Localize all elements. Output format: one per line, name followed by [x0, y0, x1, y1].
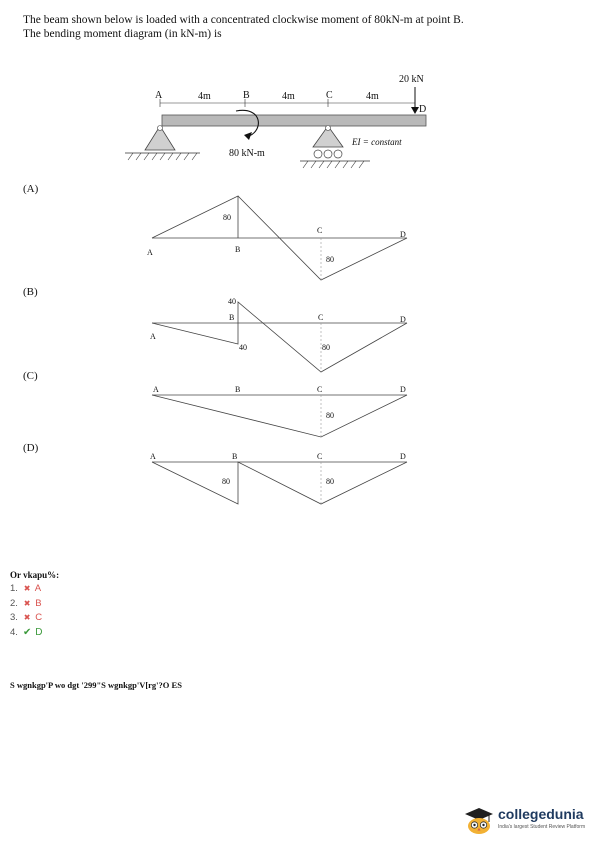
option-number: 2. [10, 597, 18, 609]
graduation-owl-icon [463, 806, 495, 836]
beam-span-ab: 4m [198, 91, 211, 102]
ei-label: EI = constant [352, 137, 402, 147]
point-c: C [318, 313, 324, 322]
garbled-footer-note: S wgnkgp'P wo dgt '299"S wgnkgp'V[rg'?O ES [10, 680, 182, 690]
point-b: B [232, 452, 238, 461]
value-label: 80 [222, 477, 230, 486]
roller-wheel [314, 150, 322, 158]
beam-label-c: C [326, 90, 333, 101]
beam-label-a: A [155, 90, 163, 101]
beam-point-load: 20 kN [399, 74, 424, 85]
beam-span-bc: 4m [282, 91, 295, 102]
check-icon: ✔ [22, 626, 32, 638]
option-number: 3. [10, 612, 18, 623]
value-label: 80 [326, 255, 334, 264]
beam-label-b: B [243, 90, 250, 101]
point-b: B [235, 245, 241, 254]
point-load-arrowhead [411, 107, 419, 114]
option-number: 1. [10, 583, 18, 594]
answer-option-4[interactable] [10, 626, 59, 641]
option-label-a: (A) [23, 183, 39, 195]
point-a: A [150, 452, 156, 461]
point-c: C [317, 226, 323, 235]
option-label-d: (D) [23, 442, 39, 454]
answer-option-3[interactable] [10, 611, 59, 626]
option-text: C [35, 612, 43, 623]
option-text: B [35, 597, 42, 609]
point-b: B [229, 313, 235, 322]
ground-hatch-a [128, 153, 197, 160]
point-d: D [400, 385, 406, 394]
point-a: A [147, 248, 153, 257]
beam-figure [125, 74, 426, 168]
option-number: 4. [10, 626, 18, 638]
pin-c [326, 126, 331, 131]
beam-label-d: D [419, 104, 427, 115]
option-text: A [34, 583, 42, 594]
answer-option-2[interactable] [10, 597, 59, 612]
value-label: 80 [326, 411, 334, 420]
moment-arrowhead [244, 132, 252, 140]
option-label-b: (B) [23, 286, 38, 298]
value-label: 80 [322, 343, 330, 352]
diagram-b [150, 297, 407, 372]
point-a: A [153, 385, 159, 394]
beam-body [162, 115, 426, 126]
cross-icon: ✖ [23, 598, 31, 608]
beam-span-cd: 4m [366, 91, 379, 102]
question-line-2: The bending moment diagram (in kN-m) is [23, 27, 222, 40]
diagram-d [150, 452, 407, 504]
question-line-1: The beam shown below is loaded with a concentrated clockwise moment of 80kN-m at point B. [23, 14, 464, 26]
cross-icon: ✖ [23, 613, 31, 622]
ground-hatch-c [303, 161, 364, 168]
option-label-c: (C) [23, 370, 38, 382]
diagram-a [147, 196, 407, 280]
point-c: C [317, 452, 323, 461]
brand-logo[interactable] [463, 806, 595, 836]
point-b: B [235, 385, 241, 394]
brand-name: collegedunia [498, 806, 584, 822]
brand-tagline: India's largest Student Review Platform [498, 824, 586, 830]
options-header: Or vkapu%: [10, 570, 60, 580]
diagram-c [152, 385, 407, 437]
roller-wheel [334, 150, 342, 158]
option-text: D [35, 626, 43, 638]
value-label: 80 [326, 477, 334, 486]
point-c: C [317, 385, 323, 394]
bm-curve [152, 395, 407, 437]
bm-curve [152, 462, 407, 504]
value-label: 80 [223, 213, 231, 222]
moment-label: 80 kN-m [229, 148, 265, 159]
value-label: 40 [228, 297, 236, 306]
roller-wheel [324, 150, 332, 158]
bm-curve [152, 302, 407, 372]
point-d: D [400, 315, 406, 324]
point-d: D [400, 452, 406, 461]
value-label: 40 [239, 343, 247, 352]
point-a: A [150, 332, 156, 341]
point-d: D [400, 230, 406, 239]
answer-option-1[interactable] [10, 582, 59, 597]
answer-options [10, 570, 59, 640]
cross-icon: ✖ [23, 584, 31, 593]
pin-a [158, 126, 163, 131]
